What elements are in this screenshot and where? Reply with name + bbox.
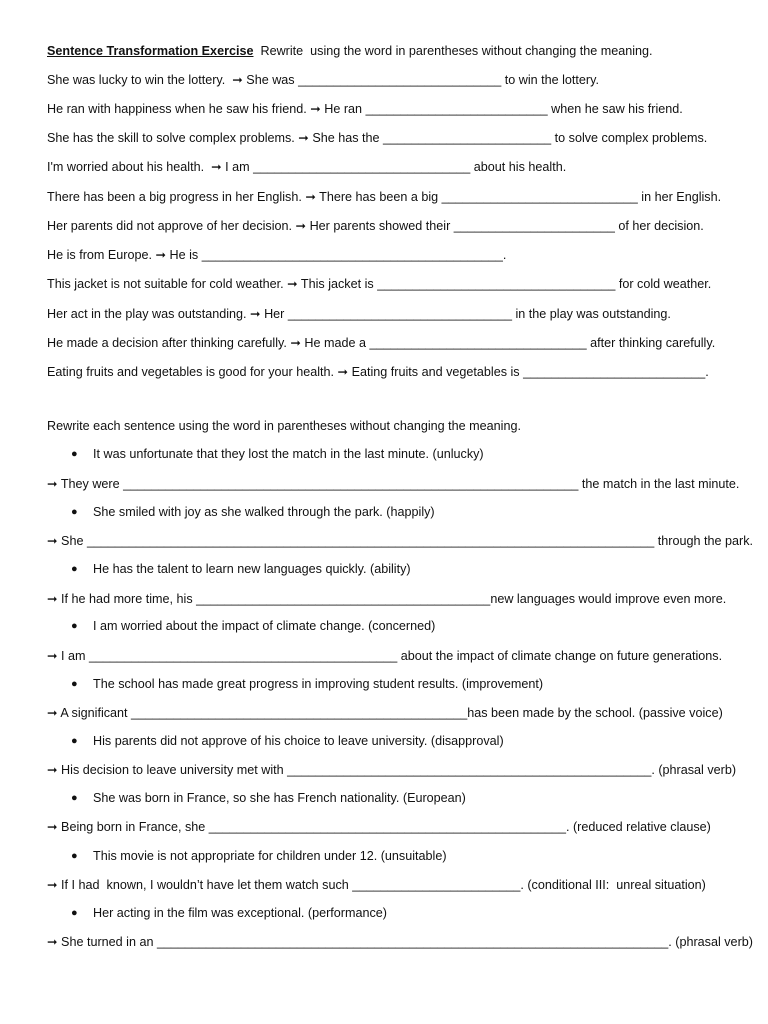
item-answer-line: ➞ She _________________________________________________________________________________ through the park.: [47, 534, 754, 548]
item-answer-line: ➞ Being born in France, she ___________________________________________________. (reduced relative clause): [47, 820, 711, 834]
item-answer-line: ➞ A significant ________________________________________________has been made by the school. (passive voice): [47, 706, 723, 720]
item-answer-line: ➞ His decision to leave university met with ____________________________________________________. (phrasal verb): [47, 763, 737, 777]
item-prompt: The school has made great progress in improving student results. (improvement): [93, 677, 544, 691]
bullet-icon: ●: [71, 506, 78, 518]
exercise-instruction: Rewrite using the word in parentheses without changing the meaning.: [253, 44, 653, 58]
item-prompt: It was unfortunate that they lost the match in the last minute. (unlucky): [93, 447, 484, 461]
exercise-line: Her parents did not approve of her decision. ➞ Her parents showed their _______________________ of her decision.: [47, 219, 704, 233]
item-answer-line: ➞ If I had known, I wouldn’t have let them watch such ________________________. (conditional III: unreal situation): [47, 878, 706, 892]
item-prompt: This movie is not appropriate for children under 12. (unsuitable): [93, 849, 447, 863]
bullet-icon: ●: [71, 850, 78, 862]
item-prompt: She smiled with joy as she walked through the park. (happily): [93, 505, 435, 519]
exercise-heading: [47, 43, 653, 59]
bullet-icon: ●: [71, 620, 78, 632]
exercise-line: He is from Europe. ➞ He is ___________________________________________.: [47, 248, 507, 262]
section-instruction: Rewrite each sentence using the word in parentheses without changing the meaning.: [47, 419, 521, 433]
bullet-icon: ●: [71, 907, 78, 919]
exercise-line: There has been a big progress in her English. ➞ There has been a big ____________________________ in her English.: [47, 190, 722, 204]
exercise-title: Sentence Transformation Exercise: [47, 44, 254, 58]
bullet-icon: ●: [71, 735, 78, 747]
exercise-line: He ran with happiness when he saw his friend. ➞ He ran __________________________ when he saw his friend.: [47, 102, 683, 116]
item-answer-line: ➞ If he had more time, his __________________________________________new languages would improve even more.: [47, 592, 727, 606]
bullet-icon: ●: [71, 448, 78, 460]
exercise-line: Her act in the play was outstanding. ➞ Her ________________________________ in the play was outstanding.: [47, 307, 671, 321]
item-prompt: Her acting in the film was exceptional. (performance): [93, 906, 387, 920]
bullet-icon: ●: [71, 563, 78, 575]
item-prompt: His parents did not approve of his choice to leave university. (disapproval): [93, 734, 504, 748]
item-answer-line: ➞ She turned in an _________________________________________________________________________. (phrasal verb): [47, 935, 753, 949]
item-answer-line: ➞ I am ____________________________________________ about the impact of climate change on future generations.: [47, 649, 723, 663]
exercise-line: I'm worried about his health. ➞ I am _______________________________ about his health.: [47, 160, 567, 174]
exercise-line: She was lucky to win the lottery. ➞ She was _____________________________ to win the lottery.: [47, 73, 599, 87]
exercise-line: She has the skill to solve complex problems. ➞ She has the ________________________ to solve complex problems.: [47, 131, 708, 145]
exercise-line: Eating fruits and vegetables is good for your health. ➞ Eating fruits and vegetables is __________________________.: [47, 365, 709, 379]
item-prompt: I am worried about the impact of climate change. (concerned): [93, 619, 436, 633]
exercise-line: This jacket is not suitable for cold weather. ➞ This jacket is __________________________________ for cold weather.: [47, 277, 712, 291]
bullet-icon: ●: [71, 678, 78, 690]
item-prompt: He has the talent to learn new languages quickly. (ability): [93, 562, 411, 576]
item-prompt: She was born in France, so she has French nationality. (European): [93, 791, 466, 805]
item-answer-line: ➞ They were _________________________________________________________________ the match in the last minute.: [47, 477, 740, 491]
exercise-line: He made a decision after thinking carefully. ➞ He made a _______________________________ after thinking carefully.: [47, 336, 716, 350]
bullet-icon: ●: [71, 792, 78, 804]
